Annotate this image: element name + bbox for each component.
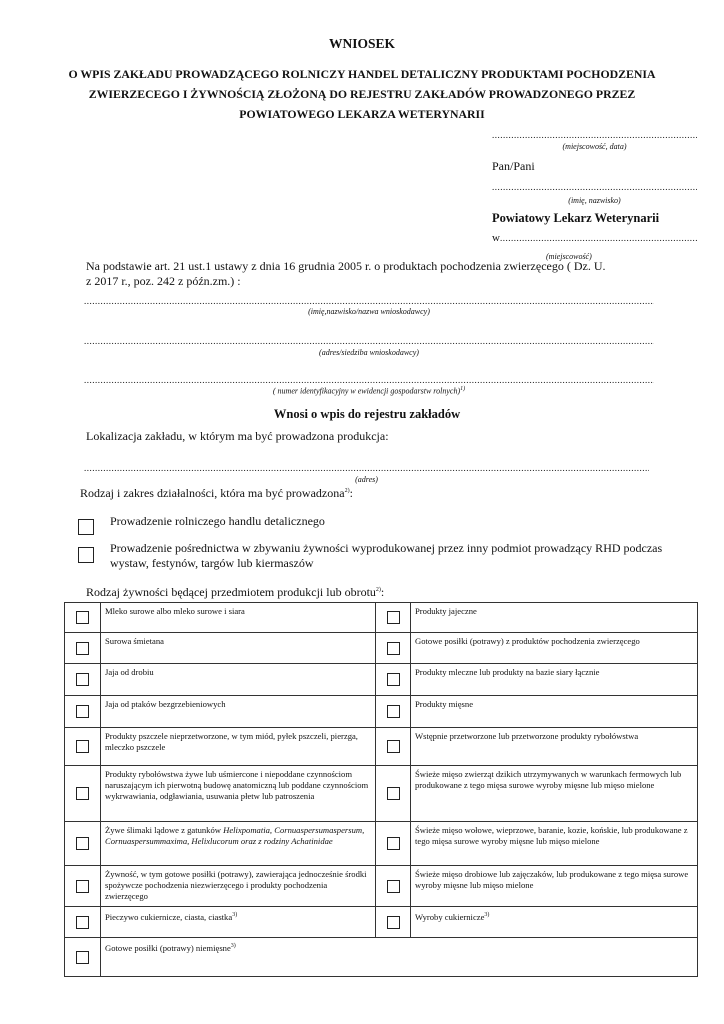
food-type-table <box>64 602 698 977</box>
checkbox-cell <box>376 766 411 822</box>
recipient-name-caption: (imię, nazwisko) <box>568 196 621 205</box>
food-type-label <box>101 696 376 728</box>
applicant-name-caption: (imię,nazwisko/nazwa wnioskodawcy) <box>308 307 430 316</box>
food-type-text: Świeże mięso drobiowe lub zajęczaków, lub produkowane z tego mięsa surowe wyroby mięsne lub mięso mielone <box>415 869 689 890</box>
table-row <box>65 938 698 977</box>
food-type-text: Produkty mięsne <box>415 699 474 709</box>
food-type-checkbox[interactable] <box>387 705 400 718</box>
recipient-name-field[interactable] <box>492 183 697 191</box>
subtitle-line: POWIATOWEGO LEKARZA WETERYNARII <box>239 107 485 121</box>
table-row <box>65 728 698 766</box>
farm-id-field[interactable] <box>84 376 654 384</box>
footnote-ref: 3) <box>484 912 490 918</box>
food-type-text: Wstępnie przetworzone lub przetworzone produkty rybołówstwa <box>415 731 639 741</box>
legal-basis <box>86 259 606 289</box>
activity-option-line: wystaw, festynów, targów lub kiermaszów <box>110 556 314 570</box>
food-type-label <box>411 766 698 822</box>
food-type-text: Helixpomatia, Cornuaspersumaspersum, Cornuaspersummaxima, Helixlucorum oraz z rodziny Achatinidae <box>105 825 365 846</box>
document-title: WNIOSEK <box>328 36 396 51</box>
pan-pani-label: Pan/Pani <box>492 159 535 173</box>
food-type-text: Żywność, w tym gotowe posiłki (potrawy), zawierająca jednocześnie środki spożywcze pochodzenia niezwierzęcego i produkty pochodzenia zwierzęcego <box>105 869 367 901</box>
checkbox-cell <box>376 907 411 938</box>
table-row <box>65 696 698 728</box>
office-place-row <box>492 232 697 244</box>
document-subtitle <box>30 64 694 124</box>
food-type-checkbox[interactable] <box>76 611 89 624</box>
checkbox-cell <box>376 822 411 866</box>
checkbox-cell <box>65 822 101 866</box>
checkbox-cell <box>65 866 101 907</box>
checkbox-cell <box>65 938 101 977</box>
office-place-field[interactable] <box>500 234 697 242</box>
table-row <box>65 822 698 866</box>
food-type-checkbox[interactable] <box>76 837 89 850</box>
food-type-text: Świeże mięso wołowe, wieprzowe, baranie, kozie, końskie, lub produkowane z tego mięsa surowe wyroby mięsne lub mięso mielone <box>415 825 688 846</box>
checkbox-cell <box>376 696 411 728</box>
checkbox-cell <box>65 766 101 822</box>
food-type-text: Surowa śmietana <box>105 636 164 646</box>
food-type-label <box>101 664 376 696</box>
activity-checkbox-intermediation[interactable] <box>78 547 94 563</box>
legal-basis-line: z 2017 r., poz. 242 z późn.zm.) : <box>86 274 241 288</box>
food-type-label <box>411 866 698 907</box>
food-type-label-suffix: : <box>380 585 385 599</box>
food-type-label <box>101 633 376 664</box>
food-type-label <box>101 728 376 766</box>
checkbox-cell <box>376 728 411 766</box>
place-date-caption: (miejscowość, data) <box>562 142 627 151</box>
food-type-checkbox[interactable] <box>387 642 400 655</box>
food-type-label <box>101 766 376 822</box>
food-type-label <box>101 907 376 938</box>
food-type-label <box>101 938 698 977</box>
food-type-text: Pieczywo cukiernicze, ciasta, ciastka <box>105 911 233 922</box>
office-place-caption: (miejscowość) <box>546 252 592 261</box>
table-row <box>65 907 698 938</box>
food-type-label <box>411 907 698 938</box>
food-type-label <box>411 728 698 766</box>
food-type-label <box>101 866 376 907</box>
checkbox-cell <box>65 696 101 728</box>
checkbox-cell <box>65 664 101 696</box>
food-type-label <box>411 822 698 866</box>
footnote-ref: 2) <box>375 587 381 593</box>
food-type-label <box>411 603 698 633</box>
applicant-address-caption: (adres/siedziba wnioskodawcy) <box>319 348 419 357</box>
activity-label-text: Rodzaj i zakres działalności, która ma być prowadzona <box>80 486 345 500</box>
food-type-checkbox[interactable] <box>387 787 400 800</box>
food-type-text: Gotowe posiłki (potrawy) z produktów pochodzenia zwierzęcego <box>415 636 640 646</box>
applicant-address-field[interactable] <box>84 337 654 345</box>
activity-option-label <box>110 541 662 571</box>
checkbox-cell <box>376 633 411 664</box>
table-row <box>65 633 698 664</box>
footnote-ref: 3) <box>230 943 236 949</box>
food-type-label-text: Rodzaj żywności będącej przedmiotem produkcji lub obrotu <box>86 585 376 599</box>
checkbox-cell <box>65 728 101 766</box>
food-type-text: Wyroby cukiernicze <box>415 911 485 922</box>
checkbox-cell <box>376 664 411 696</box>
office-name: Powiatowy Lekarz Weterynarii <box>492 211 660 225</box>
table-row <box>65 603 698 633</box>
food-type-label <box>86 585 384 600</box>
location-address-field[interactable] <box>84 464 649 472</box>
legal-basis-line: Na podstawie art. 21 ust.1 ustawy z dnia 16 grudnia 2005 r. o produktach pochodzenia zwierzęcego ( Dz. U. <box>86 259 606 273</box>
table-row <box>65 766 698 822</box>
food-type-checkbox[interactable] <box>76 880 89 893</box>
farm-id-caption <box>84 386 654 396</box>
food-type-label <box>411 633 698 664</box>
food-type-label <box>411 696 698 728</box>
location-label: Lokalizacja zakładu, w którym ma być prowadzona produkcja: <box>86 429 389 443</box>
food-type-checkbox[interactable] <box>387 837 400 850</box>
activity-checkbox-rhd[interactable] <box>78 519 94 535</box>
activity-option-label: Prowadzenie rolniczego handlu detalicznego <box>110 514 325 528</box>
food-type-checkbox[interactable] <box>76 951 89 964</box>
w-prefix: w <box>492 232 500 244</box>
place-date-field[interactable] <box>492 131 697 139</box>
food-type-checkbox[interactable] <box>387 673 400 686</box>
food-type-checkbox[interactable] <box>76 705 89 718</box>
food-type-text: Jaja od ptaków bezgrzebieniowych <box>105 699 226 709</box>
food-type-checkbox[interactable] <box>387 916 400 929</box>
checkbox-cell <box>65 633 101 664</box>
activity-label-suffix: : <box>349 486 353 500</box>
section-heading: Wnosi o wpis do rejestru zakładów <box>273 407 461 421</box>
footnote-ref: 1) <box>460 386 466 392</box>
food-type-label <box>101 822 376 866</box>
food-type-text: Produkty mleczne lub produkty na bazie siary łącznie <box>415 667 600 677</box>
food-type-checkbox[interactable] <box>76 673 89 686</box>
food-type-text: Mleko surowe albo mleko surowe i siara <box>105 606 245 616</box>
food-type-checkbox[interactable] <box>76 740 89 753</box>
food-type-text: Żywe ślimaki lądowe z gatunków <box>105 825 224 835</box>
food-type-text: Produkty rybołówstwa żywe lub uśmiercone i niepoddane czynnościom naruszającym ich pierwotną budowę anatomiczną lub poddane czynnościom wykrwawiania, odgławiania, usuwania płetw lub patroszenia <box>105 769 369 801</box>
checkbox-cell <box>65 907 101 938</box>
location-address-caption: (adres) <box>355 475 378 484</box>
table-row <box>65 866 698 907</box>
food-type-checkbox[interactable] <box>387 880 400 893</box>
table-row <box>65 664 698 696</box>
food-type-text: Świeże mięso zwierząt dzikich utrzymywanych w warunkach fermowych lub produkowane z tego mięsa surowe wyroby mięsne lub mięso mielone <box>415 769 682 790</box>
food-type-text: Produkty pszczele nieprzetworzone, w tym miód, pyłek pszczeli, pierzga, mleczko pszczele <box>105 731 358 752</box>
food-type-checkbox[interactable] <box>387 740 400 753</box>
farm-id-caption-text: ( numer identyfikacyjny w ewidencji gospodarstw rolnych) <box>272 386 461 396</box>
food-type-checkbox[interactable] <box>76 787 89 800</box>
activity-label <box>80 486 353 501</box>
food-type-label <box>101 603 376 633</box>
food-type-checkbox[interactable] <box>76 642 89 655</box>
food-type-checkbox[interactable] <box>76 916 89 929</box>
checkbox-cell <box>376 866 411 907</box>
subtitle-line: O WPIS ZAKŁADU PROWADZĄCEGO ROLNICZY HANDEL DETALICZNY PRODUKTAMI POCHODZENIA <box>68 67 656 81</box>
checkbox-cell <box>65 603 101 633</box>
food-type-checkbox[interactable] <box>387 611 400 624</box>
food-type-label <box>411 664 698 696</box>
checkbox-cell <box>376 603 411 633</box>
food-type-text: Gotowe posiłki (potrawy) niemięsne <box>105 942 231 953</box>
food-type-text: Jaja od drobiu <box>105 667 154 677</box>
applicant-name-field[interactable] <box>84 297 654 305</box>
subtitle-line: ZWIERZECEGO I ŻYWNOŚCIĄ ZŁOŻONĄ DO REJESTRU ZAKŁADÓW PROWADZONEGO PRZEZ <box>88 87 636 101</box>
footnote-ref: 3) <box>232 912 238 918</box>
activity-option-line: Prowadzenie pośrednictwa w zbywaniu żywności wyprodukowanej przez inny podmiot prowadzący RHD podczas <box>110 541 663 555</box>
food-type-text: Produkty jajeczne <box>415 606 477 616</box>
footnote-ref: 2) <box>344 488 350 494</box>
